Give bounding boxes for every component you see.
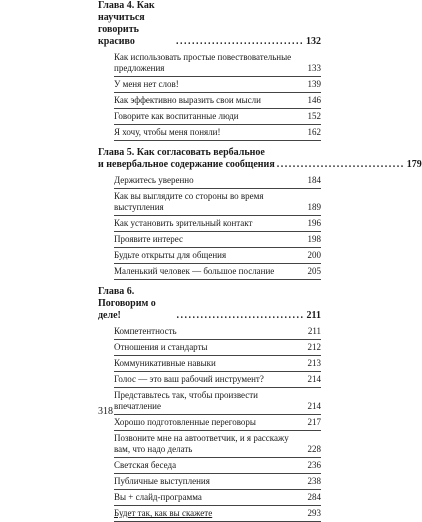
- list-item: [114, 474, 321, 490]
- section-title: Позвоните мне на автоответчик, и я расскажу вам, что надо делать: [114, 433, 289, 454]
- section-title: Отношения и стандарты: [114, 342, 208, 352]
- section-title: Как вы выглядите со стороны во время выступления: [114, 191, 264, 212]
- section-title: Будьте открыты для общения: [114, 250, 227, 260]
- list-item: [114, 125, 321, 141]
- list-item: [114, 340, 321, 356]
- chapter-title-line1: Глава 5. Как согласовать вербальное: [98, 147, 265, 158]
- section-page: 293: [307, 508, 321, 518]
- chapter-heading: [98, 0, 321, 50]
- section-page: 238: [307, 476, 321, 486]
- section-page: 200: [307, 250, 321, 260]
- chapter-heading: [98, 145, 422, 173]
- list-item: [114, 490, 321, 506]
- section-page: 205: [307, 266, 321, 276]
- list-item: [114, 388, 321, 415]
- section-title: Компетентность: [114, 326, 177, 336]
- chapter-heading: [98, 284, 321, 324]
- list-item: [114, 77, 321, 93]
- chapter-title: Глава 6. Поговорим о деле!: [98, 286, 156, 321]
- list-item: [114, 506, 321, 522]
- section-title: Как использовать простые повествовательные предложения: [114, 52, 292, 73]
- section-title: Светская беседа: [114, 460, 177, 470]
- section-title: Публичные выступления: [114, 476, 210, 486]
- list-item: [114, 189, 321, 216]
- section-page: 213: [307, 358, 321, 368]
- chapter-title: Глава 4. Как научиться говорить красиво: [98, 0, 155, 47]
- list-item: [114, 173, 321, 189]
- section-list: [114, 50, 321, 141]
- section-title: Как установить зрительный контакт: [114, 218, 253, 228]
- section-page: 228: [307, 444, 321, 454]
- section-list: [114, 324, 321, 522]
- section-page: 162: [307, 127, 321, 137]
- list-item: [114, 458, 321, 474]
- section-title: Будет так, как вы скажете: [114, 508, 213, 518]
- section-title: Коммуникативные навыки: [114, 358, 216, 368]
- list-item: [114, 248, 321, 264]
- list-item: [114, 232, 321, 248]
- list-item: [114, 372, 321, 388]
- table-of-contents: [98, 0, 422, 522]
- list-item: [114, 50, 321, 77]
- list-item: [114, 93, 321, 109]
- section-title: Вы + слайд-программа: [114, 492, 202, 502]
- section-page: 198: [307, 234, 321, 244]
- section-page: 133: [307, 63, 321, 73]
- list-item: [114, 415, 321, 431]
- section-page: 146: [307, 95, 321, 105]
- section-page: 152: [307, 111, 321, 121]
- section-title: Маленький человек — большое послание: [114, 266, 275, 276]
- section-title: Проявите интерес: [114, 234, 183, 244]
- list-item: [114, 356, 321, 372]
- dot-leader: ................................: [176, 310, 305, 321]
- section-page: 212: [307, 342, 321, 352]
- dot-leader: ................................: [176, 36, 304, 47]
- section-page: 189: [307, 202, 321, 212]
- section-page: 184: [307, 175, 321, 185]
- section-page: 211: [307, 326, 321, 336]
- section-title: Как эффективно выразить свои мысли: [114, 95, 261, 105]
- list-item: [114, 324, 321, 340]
- list-item: [114, 216, 321, 232]
- section-page: 284: [307, 492, 321, 502]
- section-title: Представьтесь так, чтобы произвести впечатление: [114, 390, 258, 411]
- chapter-page: 179: [406, 159, 422, 170]
- section-title: Говорите как воспитанные люди: [114, 111, 239, 121]
- dot-leader: ................................: [276, 159, 405, 170]
- section-title: Держитесь уверенно: [114, 175, 194, 185]
- section-list: [114, 173, 321, 280]
- section-page: 236: [307, 460, 321, 470]
- list-item: [114, 109, 321, 125]
- section-page: 217: [307, 417, 321, 427]
- chapter-title-line2: и невербальное содержание сообщения: [98, 159, 275, 170]
- chapter-page: 211: [306, 310, 321, 321]
- list-item: [114, 264, 321, 280]
- chapter-title: [98, 147, 275, 171]
- section-page: 196: [307, 218, 321, 228]
- chapter-page: 132: [306, 36, 321, 47]
- section-title: Хорошо подготовленные переговоры: [114, 417, 256, 427]
- page-number: 318: [98, 406, 113, 417]
- section-title: Голос — это ваш рабочий инструмент?: [114, 374, 264, 384]
- section-page: 214: [307, 374, 321, 384]
- section-page: 214: [307, 401, 321, 411]
- section-title: Я хочу, чтобы меня поняли!: [114, 127, 221, 137]
- list-item: [114, 431, 321, 458]
- section-page: 139: [307, 79, 321, 89]
- section-title: У меня нет слов!: [114, 79, 179, 89]
